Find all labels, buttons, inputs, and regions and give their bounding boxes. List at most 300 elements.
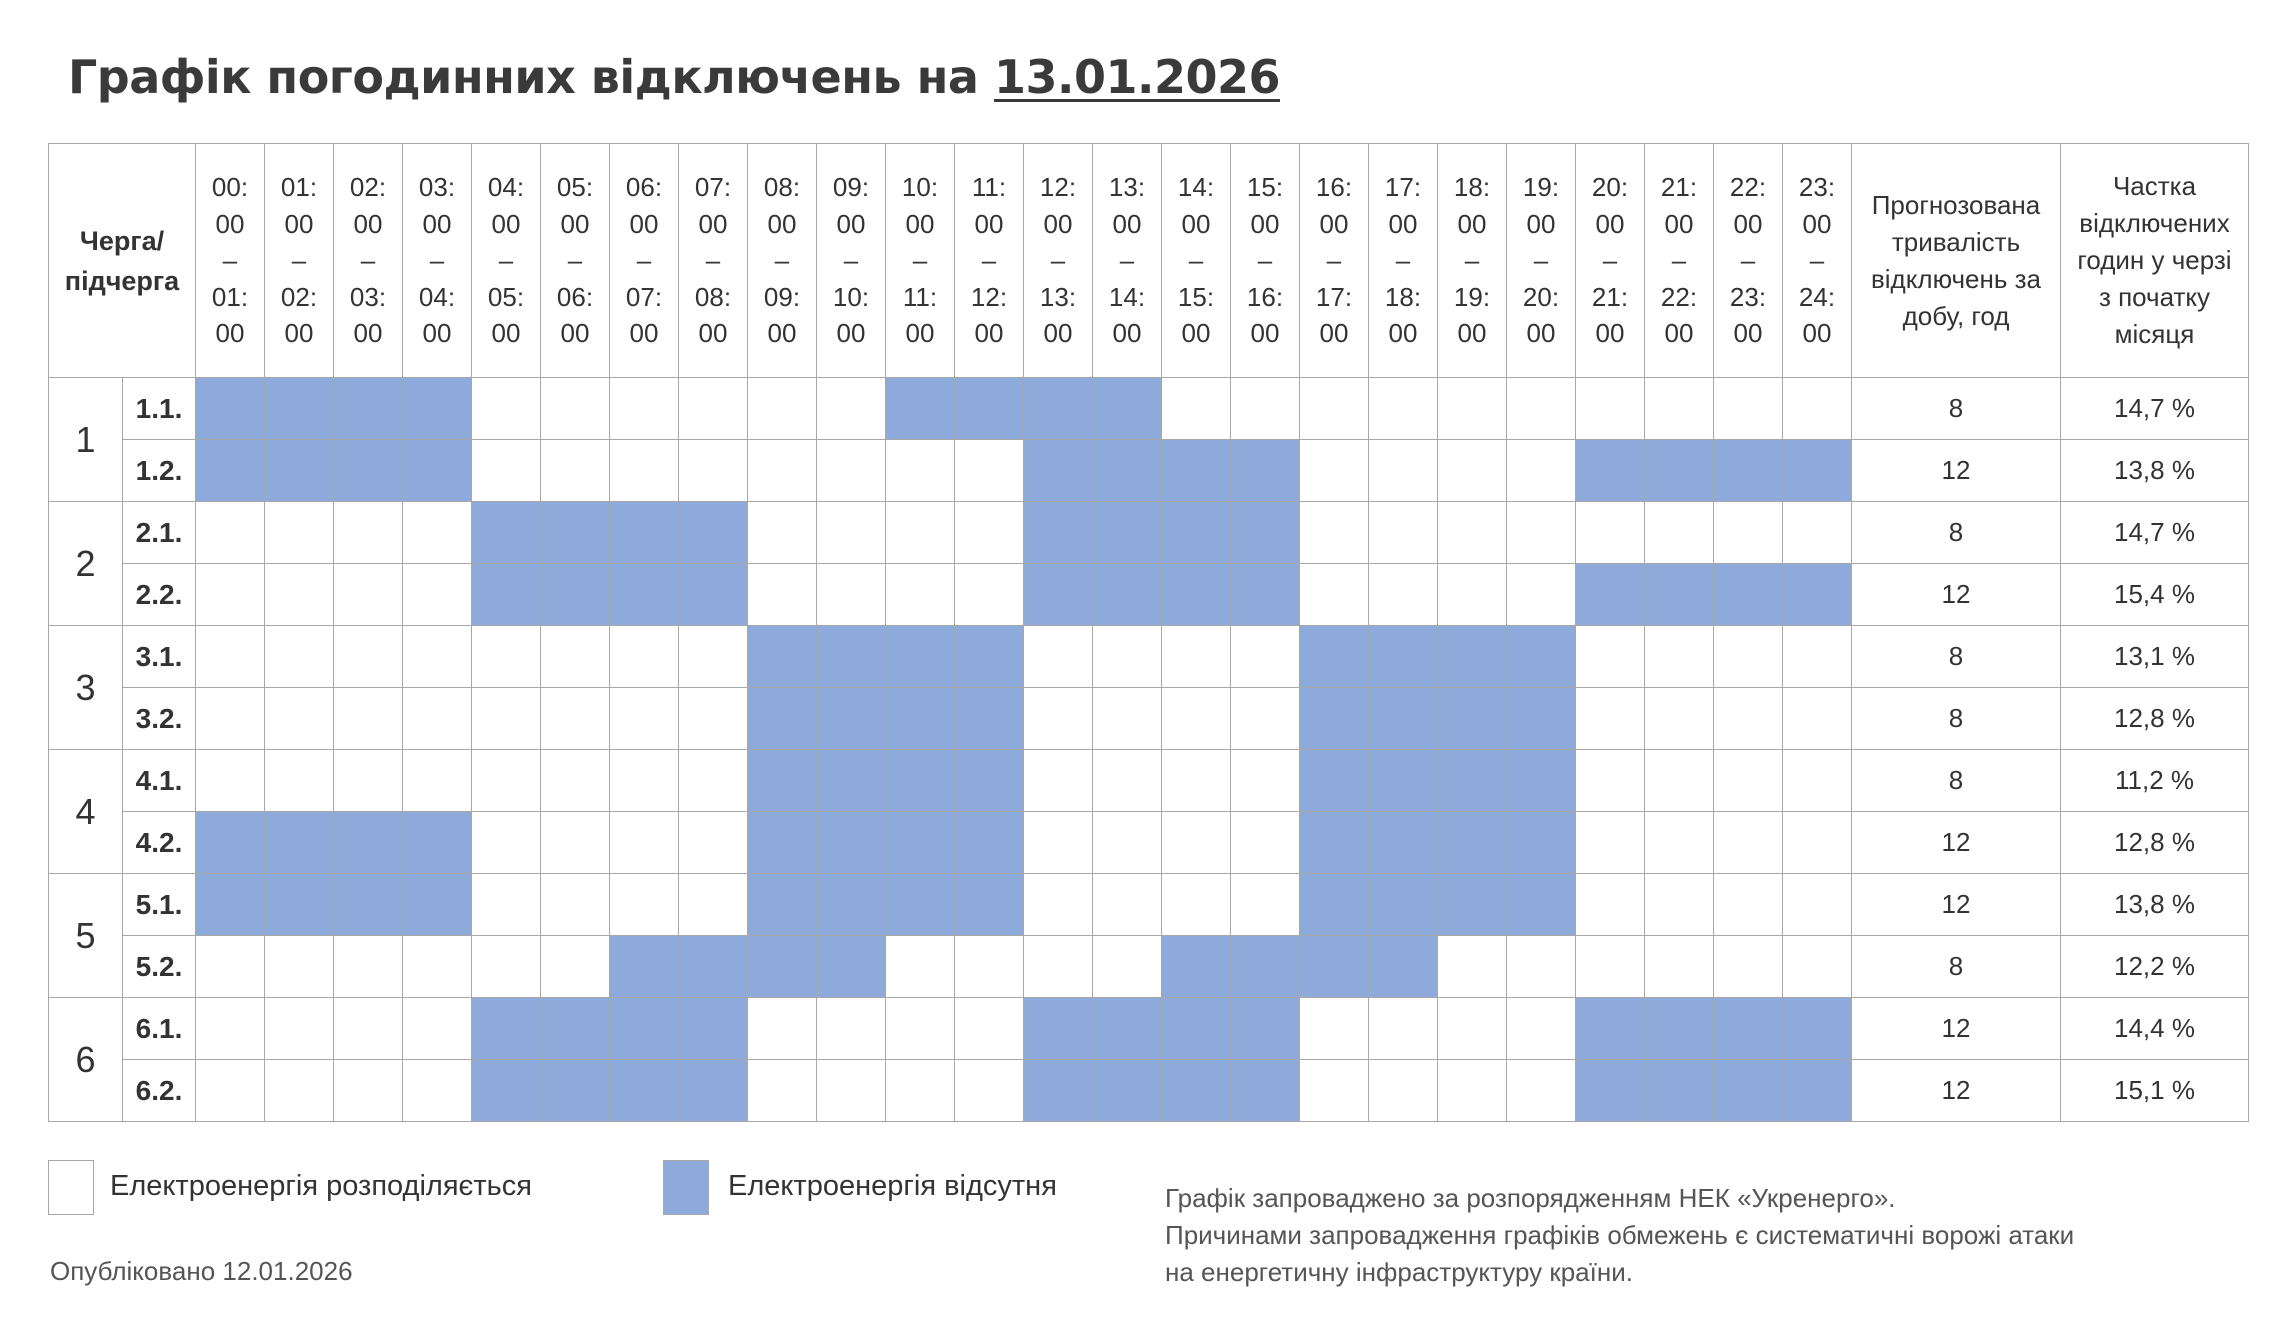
- header-hour-hour-start: 22:: [1729, 172, 1767, 203]
- hour-cell-outage: [1369, 812, 1438, 874]
- hour-cell-power: [334, 750, 403, 812]
- queue-group: 6: [49, 998, 123, 1122]
- header-hour-minutes: 00: [560, 208, 590, 239]
- hour-cell-outage: [1645, 998, 1714, 1060]
- subqueue-label: 5.1.: [123, 874, 196, 936]
- hour-cell-power: [1714, 378, 1783, 440]
- hour-cell-power: [1507, 564, 1576, 626]
- duration-value: 8: [1852, 688, 2061, 750]
- header-hour-hour-start: 21:: [1660, 172, 1698, 203]
- hour-cell-outage: [955, 378, 1024, 440]
- hour-cell-power: [1438, 378, 1507, 440]
- hour-cell-outage: [748, 874, 817, 936]
- hour-cell-outage: [334, 874, 403, 936]
- header-share: [2061, 144, 2249, 378]
- hour-cell-power: [1231, 626, 1300, 688]
- hour-cell-power: [955, 936, 1024, 998]
- header-hour-minutes: 00: [1595, 208, 1625, 239]
- hour-cell-power: [817, 1060, 886, 1122]
- hour-cell-power: [1231, 750, 1300, 812]
- hour-cell-power: [1024, 688, 1093, 750]
- hour-cell-power: [196, 502, 265, 564]
- table-row: [49, 1060, 2249, 1122]
- hour-cell-power: [679, 440, 748, 502]
- duration-value: 12: [1852, 874, 2061, 936]
- hour-cell-power: [1783, 688, 1852, 750]
- header-hour-minutes: 00: [629, 208, 659, 239]
- page-title: [68, 50, 1280, 104]
- hour-cell-outage: [1300, 750, 1369, 812]
- hour-cell-outage: [1093, 502, 1162, 564]
- hour-cell-power: [1369, 440, 1438, 502]
- header-hour-hour-end: 09:: [763, 281, 801, 312]
- hour-cell-power: [1783, 626, 1852, 688]
- hour-cell-power: [1300, 1060, 1369, 1122]
- hour-cell-outage: [886, 812, 955, 874]
- hour-cell-power: [1369, 564, 1438, 626]
- table-row: [49, 502, 2249, 564]
- hour-cell-outage: [403, 440, 472, 502]
- hour-cell-outage: [748, 688, 817, 750]
- hour-cell-outage: [1231, 998, 1300, 1060]
- header-hour-minutes: 00: [1802, 208, 1832, 239]
- hour-cell-power: [748, 378, 817, 440]
- hour-cell-power: [817, 440, 886, 502]
- hour-cell-power: [1576, 874, 1645, 936]
- share-value: 12,8 %: [2061, 688, 2249, 750]
- hour-cell-power: [955, 440, 1024, 502]
- hour-cell-outage: [1645, 1060, 1714, 1122]
- hour-cell-power: [1645, 626, 1714, 688]
- header-hour-hour-end: 14:: [1108, 281, 1146, 312]
- hour-cell-power: [955, 998, 1024, 1060]
- header-hour-dash: –: [912, 245, 928, 276]
- header-hour-14: [1162, 144, 1231, 378]
- header-hour-minutes: 00: [1319, 318, 1349, 349]
- hour-cell-power: [817, 998, 886, 1060]
- header-hour-dash: –: [1257, 245, 1273, 276]
- hour-cell-outage: [679, 936, 748, 998]
- hour-cell-outage: [748, 750, 817, 812]
- header-share-line: відключених: [2079, 208, 2230, 238]
- header-hour-minutes: 00: [491, 318, 521, 349]
- hour-cell-outage: [1300, 936, 1369, 998]
- header-hour-minutes: 00: [353, 208, 383, 239]
- header-hour-dash: –: [774, 245, 790, 276]
- hour-cell-power: [1300, 378, 1369, 440]
- header-hour-hour-end: 01:: [211, 281, 249, 312]
- header-hour-minutes: 00: [1319, 208, 1349, 239]
- hour-cell-outage: [541, 998, 610, 1060]
- header-hour-hour-start: 13:: [1108, 172, 1146, 203]
- header-hour-minutes: 00: [629, 318, 659, 349]
- share-value: 13,8 %: [2061, 874, 2249, 936]
- header-hour-minutes: 00: [1250, 318, 1280, 349]
- header-hour-17: [1369, 144, 1438, 378]
- header-hour-hour-end: 08:: [694, 281, 732, 312]
- header-hour-minutes: 00: [974, 318, 1004, 349]
- header-hour-hour-start: 10:: [901, 172, 939, 203]
- hour-cell-power: [955, 564, 1024, 626]
- hour-cell-outage: [1162, 936, 1231, 998]
- hour-cell-power: [472, 750, 541, 812]
- header-hour-minutes: 00: [836, 318, 866, 349]
- header-hour-minutes: 00: [215, 208, 245, 239]
- table-row: [49, 564, 2249, 626]
- title-date: 13.01.2026: [993, 50, 1280, 104]
- hour-cell-power: [541, 440, 610, 502]
- header-hour-hour-end: 07:: [625, 281, 663, 312]
- hour-cell-power: [403, 936, 472, 998]
- hour-cell-power: [472, 874, 541, 936]
- table-row: [49, 688, 2249, 750]
- header-hour-dash: –: [1809, 245, 1825, 276]
- hour-cell-power: [334, 564, 403, 626]
- hour-cell-power: [1369, 998, 1438, 1060]
- hour-cell-power: [541, 626, 610, 688]
- hour-cell-power: [610, 874, 679, 936]
- header-hour-hour-end: 19:: [1453, 281, 1491, 312]
- hour-cell-outage: [196, 440, 265, 502]
- header-duration-line: добу, год: [1902, 300, 2010, 331]
- hour-cell-outage: [196, 378, 265, 440]
- header-hour-hour-end: 13:: [1039, 281, 1077, 312]
- hour-cell-power: [1714, 688, 1783, 750]
- hour-cell-power: [196, 936, 265, 998]
- note: [1165, 1180, 2074, 1291]
- header-queue-line: Черга/: [79, 225, 165, 256]
- header-hour-minutes: 00: [560, 318, 590, 349]
- header-hour-dash: –: [1119, 245, 1135, 276]
- hour-cell-power: [886, 440, 955, 502]
- hour-cell-power: [886, 936, 955, 998]
- share-value: 14,7 %: [2061, 502, 2249, 564]
- header-hour-22: [1714, 144, 1783, 378]
- hour-cell-power: [1093, 874, 1162, 936]
- hour-cell-outage: [679, 1060, 748, 1122]
- hour-cell-power: [541, 688, 610, 750]
- note-line: Графік запроваджено за розпорядженням НЕК «Укренерго».: [1165, 1183, 1896, 1213]
- hour-cell-power: [1714, 626, 1783, 688]
- subqueue-label: 1.1.: [123, 378, 196, 440]
- hour-cell-outage: [1507, 750, 1576, 812]
- header-hour-hour-start: 00:: [211, 172, 249, 203]
- hour-cell-power: [1714, 502, 1783, 564]
- header-hour-minutes: 00: [905, 318, 935, 349]
- header-hour-minutes: 00: [1526, 208, 1556, 239]
- hour-cell-power: [886, 564, 955, 626]
- hour-cell-power: [955, 502, 1024, 564]
- header-hour-minutes: 00: [1388, 208, 1418, 239]
- hour-cell-power: [1645, 750, 1714, 812]
- header-hour-dash: –: [981, 245, 997, 276]
- hour-cell-outage: [196, 812, 265, 874]
- hour-cell-power: [541, 812, 610, 874]
- hour-cell-outage: [1438, 626, 1507, 688]
- hour-cell-outage: [679, 998, 748, 1060]
- share-value: 14,4 %: [2061, 998, 2249, 1060]
- hour-cell-power: [1783, 502, 1852, 564]
- hour-cell-power: [1162, 626, 1231, 688]
- header-hour-hour-start: 06:: [625, 172, 663, 203]
- hour-cell-outage: [472, 502, 541, 564]
- header-hour-dash: –: [567, 245, 583, 276]
- hour-cell-outage: [1369, 874, 1438, 936]
- legend-on-label: Електроенергія розподіляється: [110, 1170, 532, 1202]
- header-row: [49, 144, 2249, 378]
- hour-cell-power: [334, 936, 403, 998]
- hour-cell-outage: [1369, 936, 1438, 998]
- header-hour-5: [541, 144, 610, 378]
- hour-cell-power: [403, 688, 472, 750]
- share-value: 15,1 %: [2061, 1060, 2249, 1122]
- hour-cell-outage: [1576, 564, 1645, 626]
- header-hour-minutes: 00: [698, 208, 728, 239]
- duration-value: 12: [1852, 564, 2061, 626]
- hour-cell-outage: [1024, 1060, 1093, 1122]
- hour-cell-outage: [1507, 626, 1576, 688]
- hour-cell-outage: [1300, 688, 1369, 750]
- hour-cell-outage: [1093, 440, 1162, 502]
- hour-cell-outage: [1300, 874, 1369, 936]
- header-hour-hour-end: 20:: [1522, 281, 1560, 312]
- header-hour-hour-end: 24:: [1798, 281, 1836, 312]
- header-hour-hour-end: 04:: [418, 281, 456, 312]
- hour-cell-outage: [334, 378, 403, 440]
- header-hour-hour-end: 22:: [1660, 281, 1698, 312]
- hour-cell-power: [1714, 812, 1783, 874]
- hour-cell-power: [334, 1060, 403, 1122]
- header-hour-3: [403, 144, 472, 378]
- header-hour-minutes: 00: [284, 318, 314, 349]
- hour-cell-power: [196, 626, 265, 688]
- hour-cell-outage: [1162, 1060, 1231, 1122]
- header-hour-16: [1300, 144, 1369, 378]
- share-value: 13,8 %: [2061, 440, 2249, 502]
- hour-cell-power: [1162, 688, 1231, 750]
- header-hour-dash: –: [498, 245, 514, 276]
- hour-cell-outage: [1507, 688, 1576, 750]
- duration-value: 12: [1852, 1060, 2061, 1122]
- hour-cell-outage: [1093, 1060, 1162, 1122]
- hour-cell-power: [1714, 874, 1783, 936]
- hour-cell-outage: [1369, 688, 1438, 750]
- hour-cell-outage: [472, 1060, 541, 1122]
- hour-cell-power: [748, 998, 817, 1060]
- hour-cell-power: [1093, 688, 1162, 750]
- header-hour-dash: –: [1671, 245, 1687, 276]
- header-hour-20: [1576, 144, 1645, 378]
- hour-cell-power: [265, 998, 334, 1060]
- queue-group: 5: [49, 874, 123, 998]
- hour-cell-outage: [1231, 440, 1300, 502]
- hour-cell-power: [541, 378, 610, 440]
- hour-cell-power: [1507, 998, 1576, 1060]
- header-hour-hour-start: 07:: [694, 172, 732, 203]
- hour-cell-outage: [1507, 874, 1576, 936]
- hour-cell-outage: [1093, 378, 1162, 440]
- share-value: 14,7 %: [2061, 378, 2249, 440]
- header-share-line: місяця: [2114, 319, 2195, 349]
- duration-value: 8: [1852, 750, 2061, 812]
- hour-cell-power: [265, 564, 334, 626]
- hour-cell-outage: [1438, 874, 1507, 936]
- hour-cell-power: [1162, 812, 1231, 874]
- header-hour-9: [817, 144, 886, 378]
- queue-group: 2: [49, 502, 123, 626]
- duration-value: 12: [1852, 440, 2061, 502]
- hour-cell-power: [1645, 688, 1714, 750]
- hour-cell-power: [1783, 936, 1852, 998]
- header-duration-line: відключень за: [1870, 263, 2042, 294]
- header-hour-hour-start: 19:: [1522, 172, 1560, 203]
- header-hour-minutes: 00: [1112, 208, 1142, 239]
- hour-cell-outage: [610, 564, 679, 626]
- subqueue-label: 1.2.: [123, 440, 196, 502]
- header-hour-dash: –: [843, 245, 859, 276]
- hour-cell-outage: [1231, 1060, 1300, 1122]
- hour-cell-power: [196, 1060, 265, 1122]
- hour-cell-power: [817, 378, 886, 440]
- hour-cell-outage: [1300, 626, 1369, 688]
- hour-cell-outage: [817, 626, 886, 688]
- hour-cell-power: [1714, 936, 1783, 998]
- hour-cell-power: [1645, 502, 1714, 564]
- hour-cell-power: [1576, 750, 1645, 812]
- header-hour-minutes: 00: [1181, 208, 1211, 239]
- header-hour-hour-end: 03:: [349, 281, 387, 312]
- header-hour-hour-start: 17:: [1384, 172, 1422, 203]
- hour-cell-outage: [541, 1060, 610, 1122]
- header-hour-hour-start: 03:: [418, 172, 456, 203]
- header-hour-minutes: 00: [422, 318, 452, 349]
- header-hour-minutes: 00: [1181, 318, 1211, 349]
- header-hour-hour-end: 06:: [556, 281, 594, 312]
- hour-cell-power: [679, 750, 748, 812]
- header-hour-minutes: 00: [767, 318, 797, 349]
- hour-cell-outage: [748, 626, 817, 688]
- header-hour-hour-start: 16:: [1315, 172, 1353, 203]
- hour-cell-power: [748, 502, 817, 564]
- hour-cell-power: [1783, 812, 1852, 874]
- header-hour-8: [748, 144, 817, 378]
- hour-cell-outage: [265, 378, 334, 440]
- header-hour-12: [1024, 144, 1093, 378]
- hour-cell-power: [541, 936, 610, 998]
- share-value: 13,1 %: [2061, 626, 2249, 688]
- header-hour-hour-end: 02:: [280, 281, 318, 312]
- header-hour-hour-end: 11:: [902, 281, 938, 312]
- share-value: 12,2 %: [2061, 936, 2249, 998]
- hour-cell-power: [817, 502, 886, 564]
- header-queue: [49, 144, 196, 378]
- table-row: [49, 378, 2249, 440]
- hour-cell-outage: [955, 750, 1024, 812]
- hour-cell-power: [1507, 936, 1576, 998]
- table-row: [49, 812, 2249, 874]
- hour-cell-power: [1783, 378, 1852, 440]
- hour-cell-power: [334, 626, 403, 688]
- header-hour-hour-start: 04:: [487, 172, 525, 203]
- header-hour-6: [610, 144, 679, 378]
- header-hour-minutes: 00: [353, 318, 383, 349]
- hour-cell-power: [1024, 626, 1093, 688]
- hour-cell-power: [679, 626, 748, 688]
- hour-cell-power: [265, 750, 334, 812]
- hour-cell-power: [472, 378, 541, 440]
- hour-cell-outage: [1714, 1060, 1783, 1122]
- note-line: на енергетичну інфраструктуру країни.: [1165, 1257, 1633, 1287]
- hour-cell-outage: [1783, 564, 1852, 626]
- hour-cell-power: [1300, 502, 1369, 564]
- header-hour-2: [334, 144, 403, 378]
- hour-cell-outage: [334, 440, 403, 502]
- hour-cell-outage: [1024, 998, 1093, 1060]
- hour-cell-power: [472, 688, 541, 750]
- header-hour-hour-end: 12:: [970, 281, 1008, 312]
- hour-cell-outage: [955, 626, 1024, 688]
- hour-cell-power: [1438, 998, 1507, 1060]
- hour-cell-power: [1507, 440, 1576, 502]
- subqueue-label: 2.2.: [123, 564, 196, 626]
- hour-cell-outage: [1783, 1060, 1852, 1122]
- subqueue-label: 5.2.: [123, 936, 196, 998]
- queue-group: 1: [49, 378, 123, 502]
- header-hour-hour-end: 15:: [1177, 281, 1215, 312]
- hour-cell-power: [1162, 378, 1231, 440]
- header-hour-minutes: 00: [1112, 318, 1142, 349]
- header-hour-dash: –: [1740, 245, 1756, 276]
- hour-cell-outage: [1369, 626, 1438, 688]
- hour-cell-outage: [1714, 440, 1783, 502]
- header-hour-hour-start: 18:: [1453, 172, 1491, 203]
- hour-cell-power: [1438, 936, 1507, 998]
- hour-cell-power: [1645, 874, 1714, 936]
- table-row: [49, 750, 2249, 812]
- header-hour-19: [1507, 144, 1576, 378]
- hour-cell-power: [403, 564, 472, 626]
- header-hour-minutes: 00: [1802, 318, 1832, 349]
- table-row: [49, 998, 2249, 1060]
- header-hour-10: [886, 144, 955, 378]
- hour-cell-power: [1231, 378, 1300, 440]
- hour-cell-power: [1093, 936, 1162, 998]
- hour-cell-outage: [1369, 750, 1438, 812]
- hour-cell-outage: [1093, 998, 1162, 1060]
- header-hour-minutes: 00: [1733, 318, 1763, 349]
- hour-cell-power: [610, 626, 679, 688]
- header-hour-hour-start: 12:: [1039, 172, 1077, 203]
- header-hour-minutes: 00: [1043, 318, 1073, 349]
- hour-cell-power: [472, 812, 541, 874]
- hour-cell-outage: [817, 750, 886, 812]
- hour-cell-power: [748, 564, 817, 626]
- hour-cell-outage: [1162, 998, 1231, 1060]
- hour-cell-outage: [403, 812, 472, 874]
- hour-cell-power: [1576, 502, 1645, 564]
- hour-cell-outage: [748, 936, 817, 998]
- duration-value: 8: [1852, 626, 2061, 688]
- subqueue-label: 6.2.: [123, 1060, 196, 1122]
- hour-cell-outage: [886, 688, 955, 750]
- hour-cell-power: [886, 998, 955, 1060]
- hour-cell-power: [1024, 936, 1093, 998]
- header-hour-minutes: 00: [836, 208, 866, 239]
- header-hour-minutes: 00: [698, 318, 728, 349]
- duration-value: 8: [1852, 936, 2061, 998]
- hour-cell-outage: [1162, 440, 1231, 502]
- hour-cell-power: [196, 998, 265, 1060]
